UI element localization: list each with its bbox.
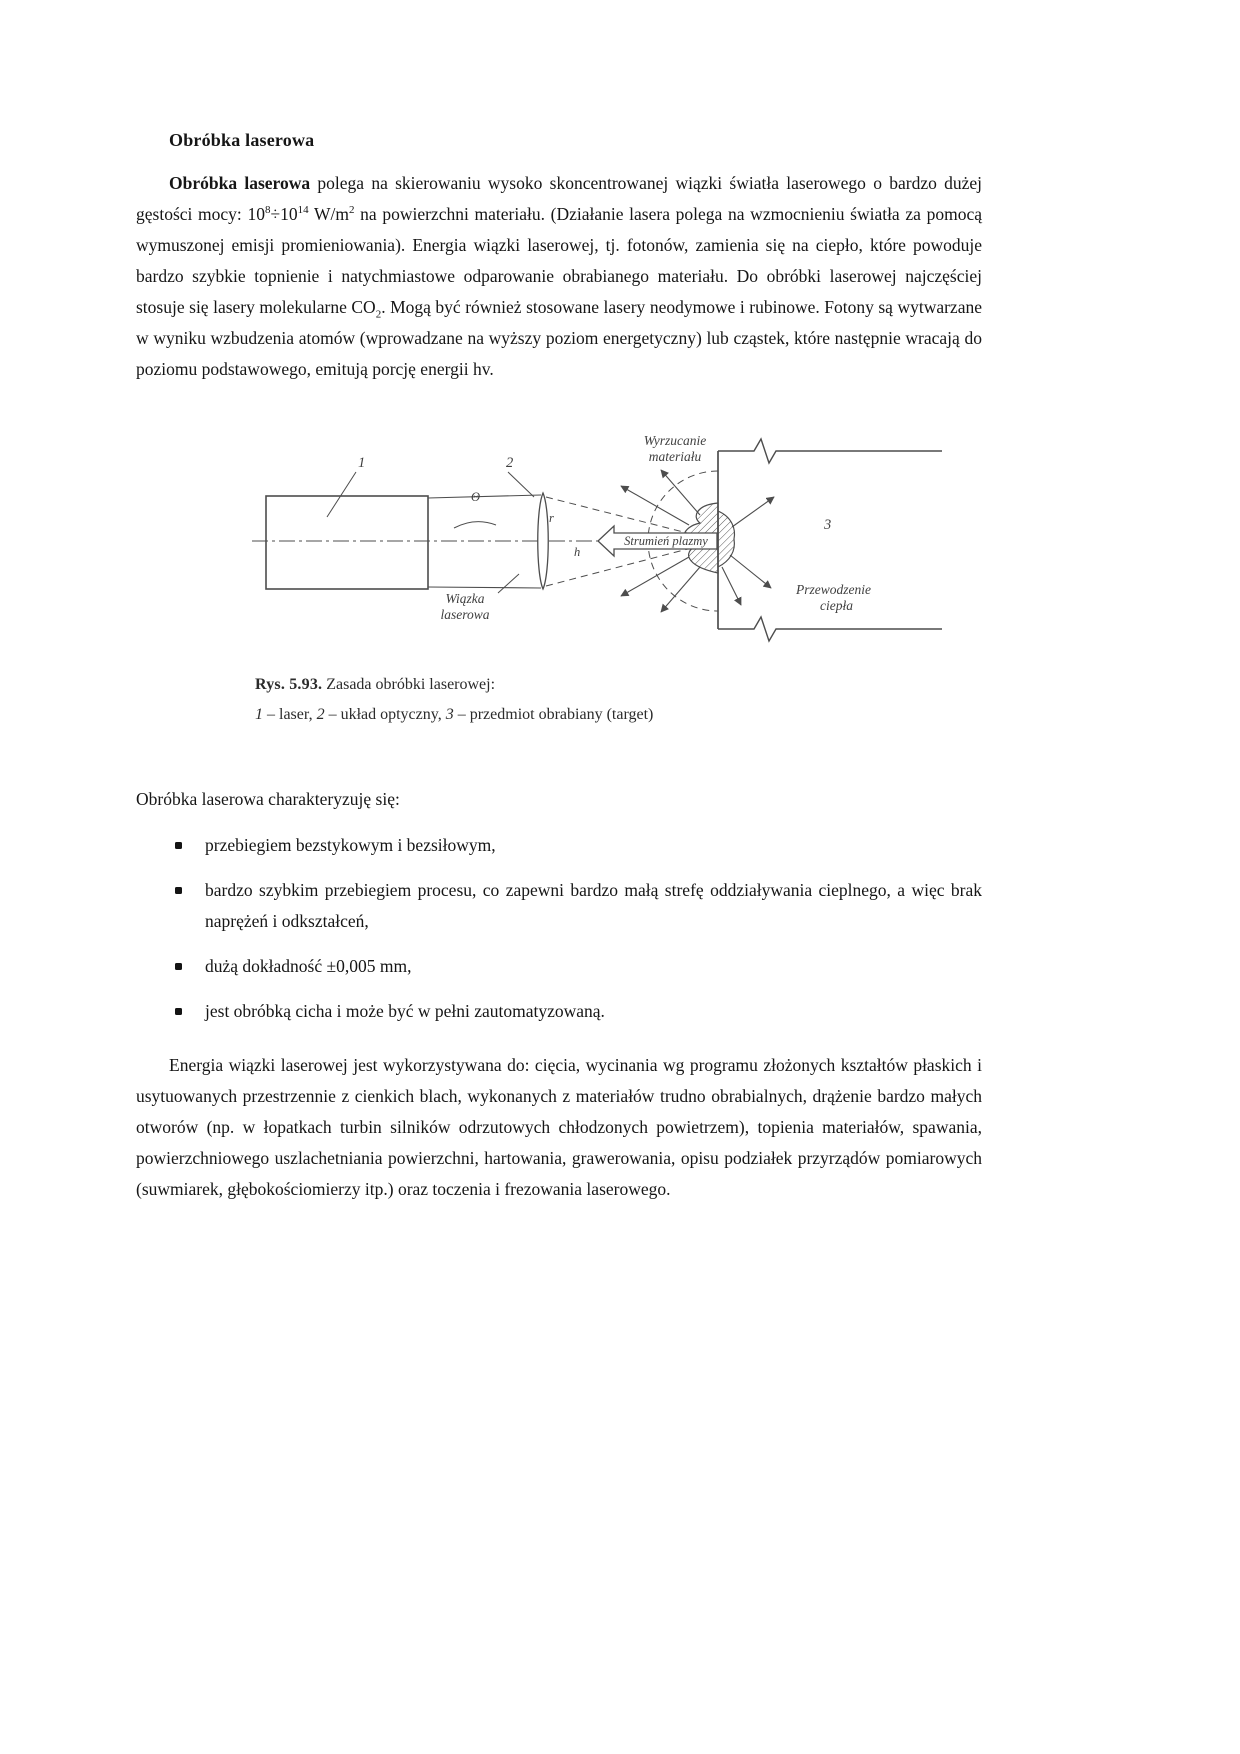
label-ejection-line2: materiału bbox=[648, 449, 702, 464]
leader-line-beam bbox=[498, 574, 519, 593]
laser-diagram bbox=[248, 431, 950, 653]
label-heat-line2: ciepła bbox=[820, 598, 853, 613]
characteristics-list bbox=[136, 830, 982, 1027]
label-theta: Θ bbox=[471, 490, 481, 504]
superscript-14: 14 bbox=[297, 204, 309, 217]
list-item: dużą dokładność ±0,005 mm, bbox=[136, 951, 982, 982]
characteristics-intro: Obróbka laserowa charakteryzuję się: bbox=[136, 789, 400, 809]
lens bbox=[538, 493, 549, 589]
laser-box bbox=[266, 496, 428, 589]
label-1: 1 bbox=[358, 455, 366, 471]
paragraph-applications: Energia wiązki laserowej jest wykorzystywana do: cięcia, wycinania wg programu złożonych kształtów płaskich i usytuowanych przestrzennie z cienkich blach, wykonanych z materiałów trudno obrabialnych, drążenie bardzo małych otworów (np. w łopatkach turbin silników odrzutowych chłodzonych powietrzem), topienia materiałów, spawania, powierzchniowego uszlachetniania powierzchni, hartowania, grawerowania, opisu podziałek przyrządów pomiarowych (suwmiarek, głębokościomierzy itp.) oraz toczenia i frezowania laserowego. bbox=[136, 1055, 982, 1199]
list-item: bardzo szybkim przebiegiem procesu, co zapewni bardzo małą strefę oddziaływania cieplnego, a więc brak naprężeń i odkształceń, bbox=[136, 875, 982, 937]
theta-arc bbox=[454, 522, 496, 528]
subscript-2: 2 bbox=[375, 308, 382, 321]
superscript-8: 8 bbox=[264, 204, 271, 217]
leader-line-1 bbox=[327, 472, 356, 517]
figure-caption-legend: 1 – laser, 2 – układ optyczny, 3 – przedmiot obrabiany (target) bbox=[255, 706, 654, 723]
label-r: r bbox=[549, 511, 554, 525]
superscript-2: 2 bbox=[348, 204, 355, 217]
page-title: Obróbka laserowa bbox=[169, 130, 315, 150]
lead-bold: Obróbka laserowa bbox=[169, 173, 311, 193]
label-beam-line1: Wiązka bbox=[445, 591, 485, 606]
paragraph-intro: Obróbka laserowa polega na skierowaniu wysoko skoncentrowanej wiązki światła laserowego o bardzo dużej gęstości mocy: $10^8\div 10^{14}$ $W/m^2$ na powierzchni materiału. (Działanie lasera polega na wzmocnieniu światła za pomocą wymuszonej emisji promieniowania). Energia wiązki laserowej, tj. fotonów, zamienia się na ciepło, które powoduje bardzo szybkie topnienie i natychmiastowe odparowanie obrabianego materiału. Do obróbki laserowej najczęściej stosuje się lasery molekularne $CO_2$. Mogą być również stosowane lasery neodymowe i rubinowe. Fotony są wytwarzane w wyniku wzbudzenia atomów (wprowadzane na wyższy poziom energetyczny) lub cząstek, które następnie wracają do poziomu podstawowego, emitują porcję energii hv. bbox=[136, 173, 983, 379]
label-ejection-line1: Wyrzucanie bbox=[643, 433, 707, 448]
label-h: h bbox=[574, 545, 581, 559]
leader-line-2 bbox=[508, 472, 534, 497]
label-heat-line1: Przewodzenie bbox=[796, 582, 871, 597]
label-3: 3 bbox=[824, 517, 832, 533]
figure-caption-title: Rys. 5.93. Zasada obróbki laserowej: bbox=[255, 676, 496, 693]
label-2: 2 bbox=[506, 455, 514, 471]
label-plasma-stream: Strumień plazmy bbox=[624, 534, 708, 548]
figure-caption bbox=[255, 670, 982, 730]
list-item: przebiegiem bezstykowym i bezsiłowym, bbox=[136, 830, 982, 861]
list-item: jest obróbką cicha i może być w pełni zautomatyzowaną. bbox=[136, 996, 982, 1027]
label-beam-line2: laserowa bbox=[440, 607, 490, 622]
figure bbox=[248, 431, 950, 658]
